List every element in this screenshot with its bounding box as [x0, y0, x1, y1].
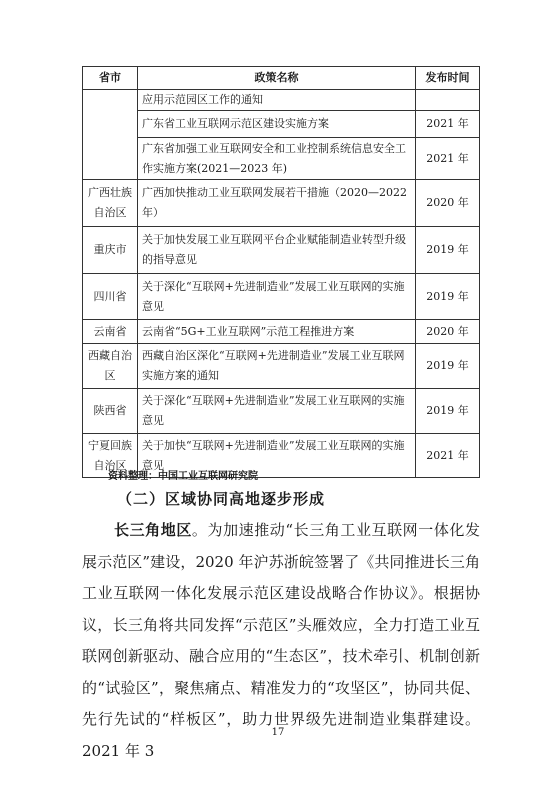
table-row	[83, 344, 480, 389]
policy-table	[82, 66, 480, 478]
paragraph-lead: 长三角地区	[114, 521, 192, 539]
province-cell: 重庆市	[83, 227, 138, 274]
province-cell: 西藏自治区	[83, 344, 138, 389]
policy-cell: 广东省加强工业互联网安全和工业控制系统信息安全工作实施方案(2021—2023 年)	[138, 138, 416, 180]
province-cell: 云南省	[83, 320, 138, 344]
table-header-row	[83, 67, 480, 90]
policy-cell: 西藏自治区深化“互联网+先进制造业”发展工业互联网实施方案的通知	[138, 344, 416, 389]
province-cell: 广西壮族自治区	[83, 180, 138, 227]
province-cell: 陕西省	[83, 389, 138, 434]
header-release-date: 发布时间	[416, 67, 480, 90]
header-province: 省市	[83, 67, 138, 90]
date-cell: 2020 年	[416, 180, 480, 227]
table-row	[83, 227, 480, 274]
table-row	[83, 90, 480, 111]
section-heading: （二）区域协同高地逐步形成	[117, 490, 326, 508]
table-row	[83, 274, 480, 320]
date-cell: 2019 年	[416, 344, 480, 389]
policy-cell: 关于加快发展工业互联网平台企业赋能制造业转型升级的指导意见	[138, 227, 416, 274]
header-policy-name: 政策名称	[138, 67, 416, 90]
date-cell: 2021 年	[416, 138, 480, 180]
policy-cell: 广东省工业互联网示范区建设实施方案	[138, 111, 416, 138]
province-cell: 宁夏回族自治区	[83, 434, 138, 478]
date-cell: 2019 年	[416, 389, 480, 434]
table-row	[83, 320, 480, 344]
table-row	[83, 180, 480, 227]
table-row	[83, 111, 480, 138]
province-cell	[83, 90, 138, 180]
date-cell: 2020 年	[416, 320, 480, 344]
policy-cell: 应用示范园区工作的通知	[138, 90, 416, 111]
policy-cell: 关于加快“互联网+先进制造业”发展工业互联网的实施意见	[138, 434, 416, 478]
date-cell: 2021 年	[416, 434, 480, 478]
date-cell: 2019 年	[416, 227, 480, 274]
page-number: 17	[271, 727, 285, 738]
table-row	[83, 389, 480, 434]
date-cell: 2019 年	[416, 274, 480, 320]
date-cell: 2021 年	[416, 111, 480, 138]
policy-cell: 云南省“5G+工业互联网”示范工程推进方案	[138, 320, 416, 344]
source-note: 资料整理：中国工业互联网研究院	[108, 471, 258, 482]
paragraph-body: 。为加速推动“长三角工业互联网一体化发展示范区”建设，2020 年沪苏浙皖签署了《共同推进长三角工业互联网一体化发展示范区建设战略合作协议》。根据协议，长三角将共同发挥“示范区”头雁效应，全力打造工业互联网创新驱动、融合应用的“生态区”，技术牵引、机制创新的“试验区”，聚焦痛点、精准发力的“攻坚区”，协同共促、先行先试的“样板区”，助力世界级先进制造业集群建设。2021 年 3	[82, 521, 480, 760]
date-cell	[416, 90, 480, 111]
policy-cell: 广西加快推动工业互联网发展若干措施（2020—2022年）	[138, 180, 416, 227]
table-row	[83, 138, 480, 180]
province-cell: 四川省	[83, 274, 138, 320]
policy-cell: 关于深化“互联网+先进制造业”发展工业互联网的实施意见	[138, 274, 416, 320]
policy-cell: 关于深化“互联网+先进制造业”发展工业互联网的实施意见	[138, 389, 416, 434]
